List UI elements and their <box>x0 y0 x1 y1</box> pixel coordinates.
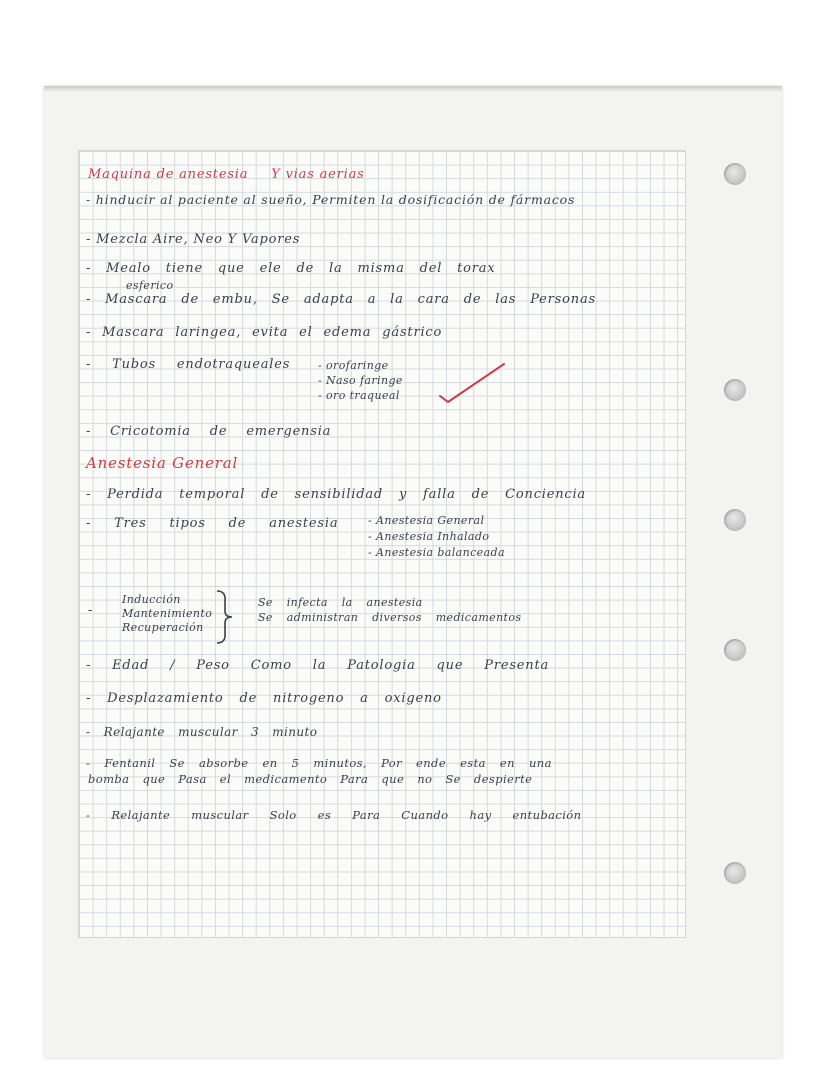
binder-hole-icon <box>724 163 746 185</box>
note-line: - Relajante muscular 3 minuto <box>86 725 318 739</box>
note-line: esferico <box>126 279 174 292</box>
note-line: - Anestesia balanceada <box>368 546 505 559</box>
note-line: bomba que Pasa el medicamento Para que no Se despierte <box>88 772 533 786</box>
note-line: Se administran diversos medicamentos <box>258 611 522 624</box>
binder-hole-icon <box>724 639 746 661</box>
note-line: - Anestesia General <box>368 514 485 527</box>
note-line: Recuperación <box>122 621 204 634</box>
note-line: - Tres tipos de anestesia <box>86 516 339 531</box>
note-line: - Relajante muscular Solo es Para Cuando hay entubación <box>86 808 582 822</box>
note-line: - Anestesia Inhalado <box>368 530 490 543</box>
note-line: - oro traqueal <box>318 389 400 402</box>
note-line: Se infecta la anestesia <box>258 596 423 609</box>
note-line: - Desplazamiento de nitrogeno a oxigeno <box>86 691 442 706</box>
binder-hole-icon <box>724 862 746 884</box>
note-line: - Mezcla Aire, Neo Y Vapores <box>86 232 301 247</box>
note-line: Mantenimiento <box>122 607 213 620</box>
note-line: - Mealo tiene que ele de la misma del torax <box>86 261 496 276</box>
note-line: - Mascara laringea, evita el edema gástrico <box>86 325 443 340</box>
note-line: - Cricotomia de emergensia <box>86 424 332 439</box>
note-line: - Perdida temporal de sensibilidad y falla de Conciencia <box>86 487 586 502</box>
section-title-red: Maquina de anestesia <box>88 167 249 182</box>
red-check-icon <box>436 360 508 404</box>
section-title-rest: Y vias aerias <box>271 167 365 182</box>
section-title-anestesia: Anestesia General <box>86 454 239 472</box>
note-line: - Mascara de embu, Se adapta a la cara de las Personas <box>86 292 596 307</box>
note-line: - <box>88 603 94 618</box>
curly-brace-icon <box>214 589 236 645</box>
note-line: - orofaringe <box>318 359 389 372</box>
note-line: - Naso faringe <box>318 374 403 387</box>
note-line: - Edad / Peso Como la Patologia que Presenta <box>86 658 550 673</box>
binder-hole-icon <box>724 509 746 531</box>
note-line: - Fentanil Se absorbe en 5 minutos, Por ende esta en una <box>86 756 552 770</box>
note-line: - hinducir al paciente al sueño, Permiten la dosificación de fármacos <box>86 192 576 207</box>
section-title-maquina <box>88 168 365 181</box>
note-line: Inducción <box>122 593 181 606</box>
note-line: - Tubos endotraqueales <box>86 357 291 372</box>
binder-hole-icon <box>724 379 746 401</box>
